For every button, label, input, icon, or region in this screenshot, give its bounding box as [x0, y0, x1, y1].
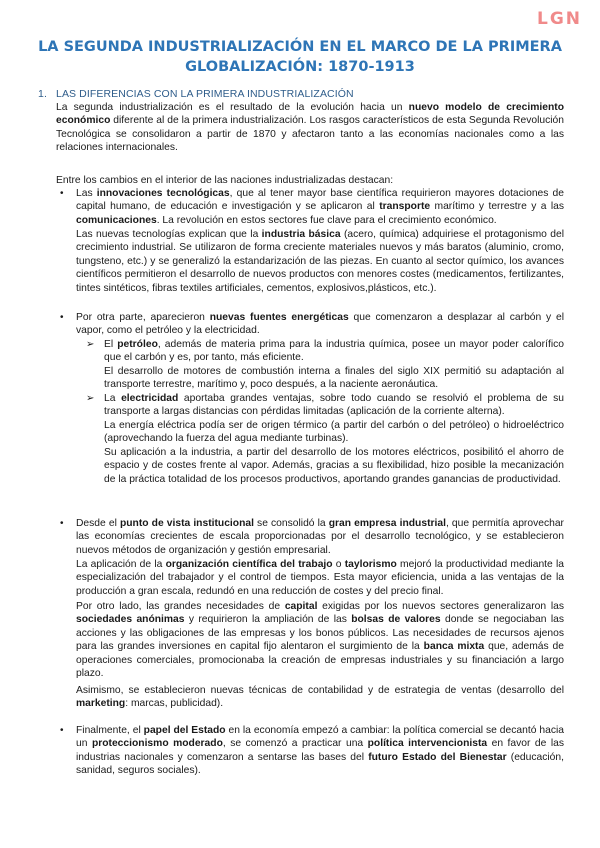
bullet-icon: •	[60, 725, 64, 736]
bullet-icon: •	[60, 518, 64, 529]
bullet-energia: Por otra parte, aparecieron nuevas fuentes energéticas que comenzaron a desplazar al carbón y el vapor, como el petróleo y la electricidad.	[76, 312, 565, 337]
bullet-institucional-p2: La aplicación de la organización científica del trabajo o taylorismo mejoró la productividad mediante la especialización del trabajador y el control de tiempos. Esta mayor eficiencia, unida a las ventajas de la producción a gran escala, redundó en una reducción de costes y del precio final.	[76, 559, 564, 597]
bullet-innovaciones-p2: Las nuevas tecnologías explican que la industria básica (acero, química) adquiriese el protagonismo del crecimiento industrial. Se utilizaron de forma creciente materiales nuevos y más baratos (aluminio, cromo, tungsteno, etc.) y se generalizó la estandarización de las piezas. En cuanto al sector químico, los avances científicos permitieron el desarrollo de nuevos productos con menores costes (medicamentos, fertilizantes, tintes sintéticos, fibras textiles artificiales, cementos, explosivos,plásticos, etc.).	[76, 229, 565, 294]
title-line-1: LA SEGUNDA INDUSTRIALIZACIÓN EN EL MARCO DE LA PRIMERA	[38, 39, 562, 55]
arrow-petroleo-p2: El desarrollo de motores de combustión interna a finales del siglo XIX permitió su adaptación al transporte terrestre, marítimo y, poco después, a la naciente aeronáutica.	[104, 366, 564, 391]
bullet-icon: •	[60, 188, 64, 199]
bullet-institucional: Desde el punto de vista institucional se consolidó la gran empresa industrial, que permitía aprovechar las economías crecientes de escala proporcionadas por el desarrollo tecnológico, y se establecieron nuevos métodos de organización y gestión empresarial.	[76, 518, 564, 556]
arrow-icon: ➢	[86, 339, 95, 350]
arrow-electricidad-p2: La energía eléctrica podía ser de origen térmico (a partir del carbón o del petróleo) o hidroeléctrico (aprovechando la fuerza del agua mediante turbinas).	[104, 420, 564, 445]
bullet-estado: Finalmente, el papel del Estado en la economía empezó a cambiar: la política comercial se decantó hacia un proteccionismo moderado, se comenzó a practicar una política intervencionista en favor de las industrias nacionales y comenzaron a sentarse las bases del futuro Estado del Bienestar (educación, sanidad, seguros sociales).	[76, 725, 564, 777]
bullet-icon: •	[60, 312, 64, 323]
logo: LGN	[536, 9, 582, 29]
arrow-electricidad: La electricidad aportaba grandes ventajas, sobre todo cuando se resolvió el problema de su transporte a largas distancias con pérdidas limitadas (aplicación de la corriente alterna).	[104, 393, 564, 418]
page-title	[20, 37, 580, 77]
section-number: 1.	[38, 88, 47, 100]
arrow-petroleo: El petróleo, además de materia prima para la industria química, posee un mayor poder calorífico que el carbón y es, por tanto, más eficiente.	[104, 339, 564, 364]
bullet-innovaciones: Las innovaciones tecnológicas, que al tener mayor base científica requirieron mayores dotaciones de capital humano, de educación e investigación y se aplicaron al transporte marítimo y terrestre y a las comunicaciones. La revolución en estos sectores fue clave para el crecimiento económico.	[76, 188, 565, 226]
changes-intro: Entre los cambios en el interior de las naciones industrializadas destacan:	[56, 175, 394, 186]
intro-paragraph: La segunda industrialización es el resultado de la evolución hacia un nuevo modelo de crecimiento económico diferente al de la primera industrialización. Los rasgos característicos de esta Segunda Revolución Tecnológica se consolidaron a partir de 1870 y afectaron tanto a las economías nacionales como a las relaciones internacionales.	[56, 102, 564, 154]
arrow-icon: ➢	[86, 393, 95, 404]
section-heading	[38, 88, 354, 100]
section-title: LAS DIFERENCIAS CON LA PRIMERA INDUSTRIALIZACIÓN	[56, 88, 354, 100]
bullet-institucional-p4: Asimismo, se establecieron nuevas técnicas de contabilidad y de estrategia de ventas (desarrollo del marketing: marcas, publicidad).	[76, 685, 564, 710]
arrow-electricidad-p3: Su aplicación a la industria, a partir del desarrollo de los motores eléctricos, posibilitó el ahorro de espacio y de costes frente al vapor. Además, gracias a su flexibilidad, hizo posible la mecanización de la práctica totalidad de los procesos productivos, aportando grandes ganancias de productividad.	[104, 447, 564, 485]
bullet-institucional-p3: Por otro lado, las grandes necesidades de capital exigidas por los nuevos sectores generalizaron las sociedades anónimas y requirieron la ampliación de las bolsas de valores donde se negociaban las acciones y las obligaciones de las empresas y los bonos públicos. Las necesidades de recursos ajenos para las grandes inversiones en capital fijo alentaron el surgimiento de la banca mixta que, además de operaciones comerciales, promocionaba la creación de empresas industriales y su financiación a largo plazo.	[76, 601, 564, 680]
title-line-2: GLOBALIZACIÓN: 1870-1913	[185, 59, 415, 75]
